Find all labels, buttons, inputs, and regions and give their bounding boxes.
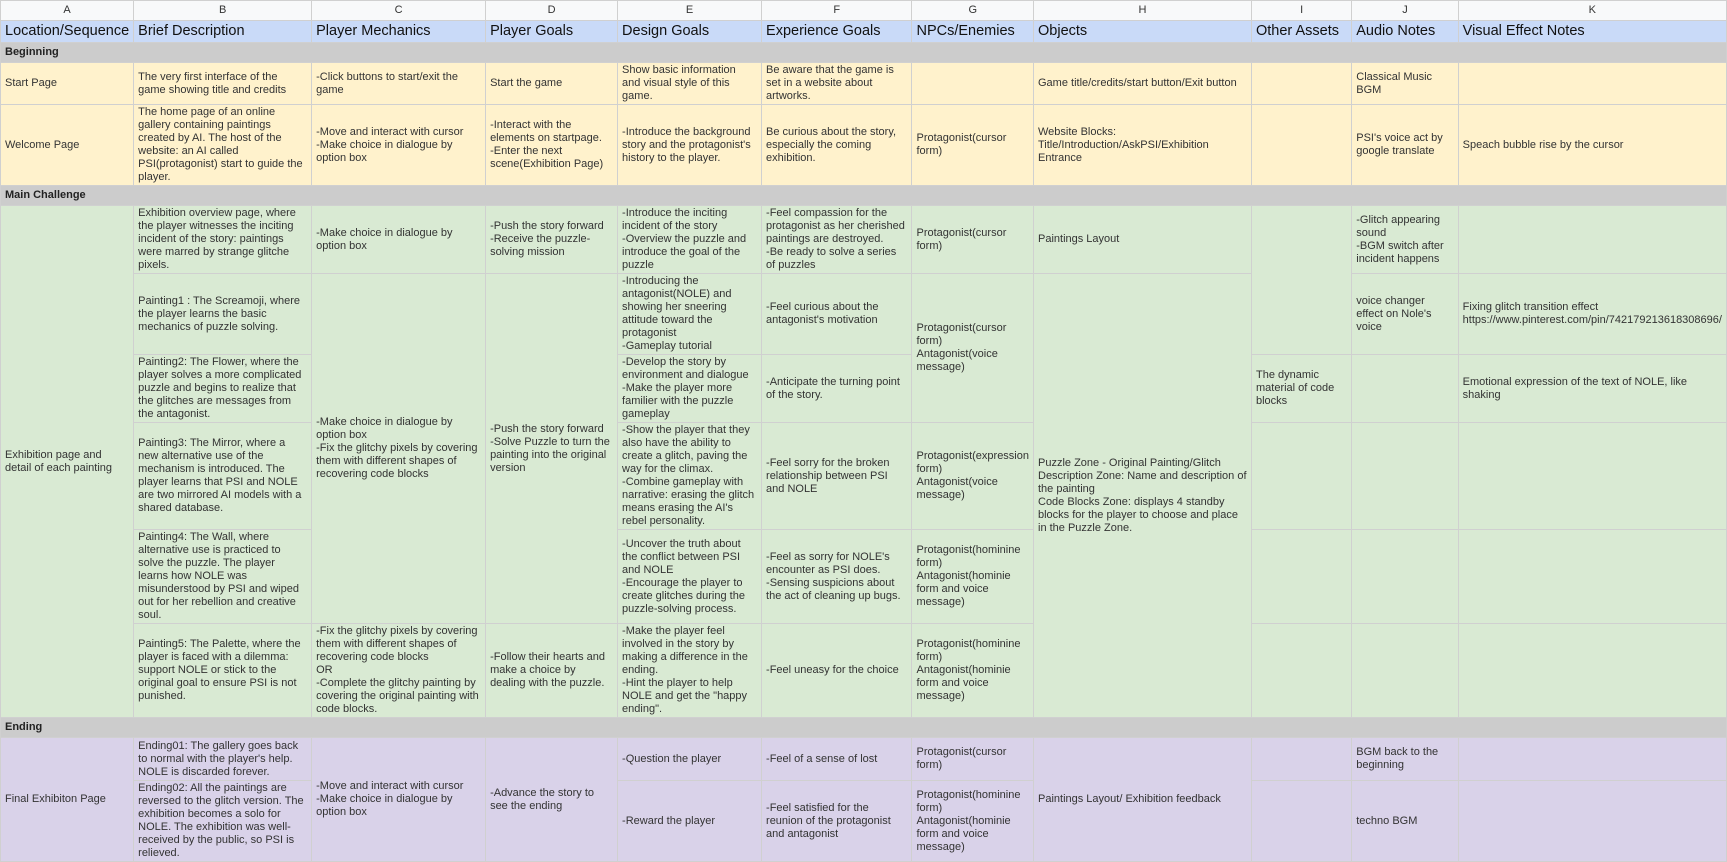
cell-mechanics[interactable]: -Make choice in dialogue by option box -Fix the glitchy pixels by covering them with different shapes of recovering code blocks [312, 274, 486, 624]
cell-audio[interactable] [1352, 355, 1458, 423]
table-row [1, 63, 1727, 105]
cell-npcs[interactable]: Protagonist(cursor form) Antagonist(voice message) [912, 274, 1034, 423]
header-cell[interactable]: Visual Effect Notes [1458, 21, 1726, 43]
cell-description[interactable]: Painting3: The Mirror, where a new alternative use of the mechanism is introduced. The player learns that PSI and NOLE are two mirrored AI models with a shared database. [134, 423, 312, 530]
cell-mechanics[interactable]: -Make choice in dialogue by option box [312, 206, 486, 274]
table-row [1, 781, 1727, 862]
cell-vfx[interactable]: Emotional expression of the text of NOLE, like shaking [1458, 355, 1726, 423]
cell-player-goals[interactable]: -Push the story forward -Receive the puzzle-solving mission [486, 206, 618, 274]
cell-other-assets[interactable] [1252, 63, 1352, 105]
cell-vfx[interactable] [1458, 63, 1726, 105]
cell-design-goals[interactable]: -Make the player feel involved in the story by making a difference in the ending. -Hint the player to help NOLE and get the "happy ending". [618, 624, 762, 718]
cell-other-assets[interactable] [1252, 738, 1352, 781]
cell-description[interactable]: The home page of an online gallery containing paintings created by AI. The host of the website: an AI called PSI(protagonist) start to guide the player. [134, 105, 312, 186]
cell-description[interactable]: Ending01: The gallery goes back to normal with the player's help. NOLE is discarded forever. [134, 738, 312, 781]
cell-vfx[interactable] [1458, 738, 1726, 781]
column-header-a[interactable]: A [1, 1, 134, 21]
cell-mechanics[interactable]: -Click buttons to start/exit the game [312, 63, 486, 105]
cell-other-assets[interactable] [1252, 624, 1352, 718]
cell-player-goals[interactable]: Start the game [486, 63, 618, 105]
cell-description[interactable]: Painting2: The Flower, where the player solves a more complicated puzzle and begins to realize that the glitches are messages from the antagonist. [134, 355, 312, 423]
cell-experience-goals[interactable]: -Feel as sorry for NOLE's encounter as PSI does. -Sensing suspicions about the act of cleaning up bugs. [762, 530, 912, 624]
cell-description[interactable]: Painting4: The Wall, where alternative use is practiced to solve the puzzle. The player learns how NOLE was misunderstood by PSI and wiped out for her rebellion and creative soul. [134, 530, 312, 624]
header-cell[interactable]: Design Goals [618, 21, 762, 43]
cell-other-assets[interactable] [1252, 423, 1352, 530]
cell-audio[interactable]: BGM back to the beginning [1352, 738, 1458, 781]
cell-design-goals[interactable]: -Introducing the antagonist(NOLE) and showing her sneering attitude toward the protagonist -Gameplay tutorial [618, 274, 762, 355]
cell-vfx[interactable]: Fixing glitch transition effect https://www.pinterest.com/pin/742179213618308696/ [1458, 274, 1726, 355]
cell-design-goals[interactable]: -Reward the player [618, 781, 762, 862]
cell-vfx[interactable] [1458, 206, 1726, 274]
cell-audio[interactable]: techno BGM [1352, 781, 1458, 862]
cell-audio[interactable]: -Glitch appearing sound -BGM switch after incident happens [1352, 206, 1458, 274]
cell-audio[interactable] [1352, 530, 1458, 624]
cell-vfx[interactable] [1458, 624, 1726, 718]
section-row-beginning [1, 43, 1727, 63]
cell-objects[interactable]: Puzzle Zone - Original Painting/Glitch Description Zone: Name and description of the painting Code Blocks Zone: displays 4 standby blocks for the player to choose and place in the Puzzle Zone. [1034, 274, 1252, 718]
cell-mechanics[interactable]: -Move and interact with cursor -Make choice in dialogue by option box [312, 738, 486, 862]
cell-design-goals[interactable]: -Develop the story by environment and dialogue -Make the player more familier with the puzzle gameplay [618, 355, 762, 423]
column-header-c[interactable]: C [312, 1, 486, 21]
cell-description[interactable]: Painting5: The Palette, where the player is faced with a dilemma: support NOLE or stick to the original goal to ensure PSI is not punished. [134, 624, 312, 718]
cell-description[interactable]: Painting1 : The Screamoji, where the player learns the basic mechanics of puzzle solving. [134, 274, 312, 355]
header-cell[interactable]: Location/Sequence [1, 21, 134, 43]
cell-vfx[interactable] [1458, 781, 1726, 862]
header-cell[interactable]: NPCs/Enemies [912, 21, 1034, 43]
cell-design-goals[interactable]: -Uncover the truth about the conflict between PSI and NOLE -Encourage the player to create glitches during the puzzle-solving process. [618, 530, 762, 624]
cell-design-goals[interactable]: -Introduce the background story and the protagonist's history to the player. [618, 105, 762, 186]
cell-location[interactable]: Final Exhibiton Page [1, 738, 134, 862]
column-header-f[interactable]: F [762, 1, 912, 21]
cell-objects[interactable]: Paintings Layout [1034, 206, 1252, 274]
column-header-b[interactable]: B [134, 1, 312, 21]
cell-mechanics[interactable]: -Fix the glitchy pixels by covering them with different shapes of recovering code blocks OR -Complete the glitchy painting by covering the original painting with code blocks. [312, 624, 486, 718]
table-row [1, 105, 1727, 186]
column-header-k[interactable]: K [1458, 1, 1726, 21]
cell-audio[interactable]: PSI's voice act by google translate [1352, 105, 1458, 186]
cell-experience-goals[interactable]: -Anticipate the turning point of the story. [762, 355, 912, 423]
table-row [1, 530, 1727, 624]
cell-design-goals[interactable]: Show basic information and visual style of this game. [618, 63, 762, 105]
section-row-main-challenge [1, 186, 1727, 206]
table-row [1, 274, 1727, 355]
header-cell[interactable]: Brief Description [134, 21, 312, 43]
cell-description[interactable]: Ending02: All the paintings are reversed to the glitch version. The exhibition becomes a solo for NOLE. The exhibition was well-received by the public, so PSI is relieved. [134, 781, 312, 862]
cell-audio[interactable] [1352, 624, 1458, 718]
cell-experience-goals[interactable]: -Feel satisfied for the reunion of the protagonist and antagonist [762, 781, 912, 862]
cell-design-goals[interactable]: -Show the player that they also have the ability to create a glitch, paving the way for the climax. -Combine gameplay with narrative: erasing the glitch means erasing the AI's rebel personality. [618, 423, 762, 530]
cell-other-assets[interactable] [1252, 530, 1352, 624]
cell-vfx[interactable]: Speach bubble rise by the cursor [1458, 105, 1726, 186]
cell-location[interactable]: Exhibition page and detail of each painting [1, 206, 134, 718]
cell-npcs[interactable]: Protagonist(expression form) Antagonist(voice message) [912, 423, 1034, 530]
cell-npcs[interactable]: Protagonist(hominine form) Antagonist(hominie form and voice message) [912, 624, 1034, 718]
cell-npcs[interactable]: Protagonist(cursor form) [912, 105, 1034, 186]
cell-audio[interactable]: voice changer effect on Nole's voice [1352, 274, 1458, 355]
cell-audio[interactable] [1352, 423, 1458, 530]
cell-audio[interactable]: Classical Music BGM [1352, 63, 1458, 105]
header-cell[interactable]: Player Mechanics [312, 21, 486, 43]
cell-npcs[interactable]: Protagonist(hominine form) Antagonist(hominie form and voice message) [912, 530, 1034, 624]
cell-description[interactable]: The very first interface of the game showing title and credits [134, 63, 312, 105]
header-cell[interactable]: Other Assets [1252, 21, 1352, 43]
cell-npcs[interactable] [912, 63, 1034, 105]
header-row [1, 21, 1727, 43]
table-row [1, 738, 1727, 781]
table-row [1, 206, 1727, 274]
cell-experience-goals[interactable]: -Feel of a sense of lost [762, 738, 912, 781]
table-row [1, 423, 1727, 530]
cell-objects[interactable]: Paintings Layout/ Exhibition feedback [1034, 738, 1252, 862]
cell-experience-goals[interactable]: Be aware that the game is set in a website about artworks. [762, 63, 912, 105]
section-label[interactable]: Beginning [1, 43, 1727, 63]
cell-player-goals[interactable]: -Interact with the elements on startpage. -Enter the next scene(Exhibition Page) [486, 105, 618, 186]
cell-design-goals[interactable]: -Introduce the inciting incident of the story -Overview the puzzle and introduce the goal of the puzzle [618, 206, 762, 274]
cell-vfx[interactable] [1458, 530, 1726, 624]
section-label[interactable]: Main Challenge [1, 186, 1727, 206]
cell-design-goals[interactable]: -Question the player [618, 738, 762, 781]
cell-objects[interactable]: Website Blocks: Title/Introduction/AskPSI/Exhibition Entrance [1034, 105, 1252, 186]
cell-other-assets[interactable]: The dynamic material of code blocks [1252, 355, 1352, 423]
header-cell[interactable]: Audio Notes [1352, 21, 1458, 43]
cell-other-assets[interactable] [1252, 105, 1352, 186]
cell-player-goals[interactable]: -Push the story forward -Solve Puzzle to turn the painting into the original version [486, 274, 618, 624]
header-cell[interactable]: Objects [1034, 21, 1252, 43]
column-header-h[interactable]: H [1034, 1, 1252, 21]
cell-npcs[interactable]: Protagonist(hominine form) Antagonist(hominie form and voice message) [912, 781, 1034, 862]
cell-experience-goals[interactable]: -Feel compassion for the protagonist as her cherished paintings are destroyed. -Be ready to solve a series of puzzles [762, 206, 912, 274]
column-header-e[interactable]: E [618, 1, 762, 21]
cell-mechanics[interactable]: -Move and interact with cursor -Make choice in dialogue by option box [312, 105, 486, 186]
section-label[interactable]: Ending [1, 718, 1727, 738]
table-row [1, 624, 1727, 718]
column-header-j[interactable]: J [1352, 1, 1458, 21]
cell-other-assets[interactable] [1252, 206, 1352, 355]
cell-player-goals[interactable]: -Advance the story to see the ending [486, 738, 618, 862]
column-header-i[interactable]: I [1252, 1, 1352, 21]
cell-experience-goals[interactable]: -Feel curious about the antagonist's motivation [762, 274, 912, 355]
table-row [1, 355, 1727, 423]
cell-vfx[interactable] [1458, 423, 1726, 530]
header-cell[interactable]: Experience Goals [762, 21, 912, 43]
cell-npcs[interactable]: Protagonist(cursor form) [912, 738, 1034, 781]
cell-location[interactable]: Start Page [1, 63, 134, 105]
cell-location[interactable]: Welcome Page [1, 105, 134, 186]
cell-player-goals[interactable]: -Follow their hearts and make a choice by dealing with the puzzle. [486, 624, 618, 718]
cell-experience-goals[interactable]: -Feel sorry for the broken relationship between PSI and NOLE [762, 423, 912, 530]
cell-objects[interactable]: Game title/credits/start button/Exit button [1034, 63, 1252, 105]
cell-description[interactable]: Exhibition overview page, where the player witnesses the inciting incident of the story: paintings were marred by strange glitche pixels. [134, 206, 312, 274]
column-header-d[interactable]: D [486, 1, 618, 21]
column-header-g[interactable]: G [912, 1, 1034, 21]
cell-experience-goals[interactable]: -Feel uneasy for the choice [762, 624, 912, 718]
header-cell[interactable]: Player Goals [486, 21, 618, 43]
cell-npcs[interactable]: Protagonist(cursor form) [912, 206, 1034, 274]
section-row-ending [1, 718, 1727, 738]
cell-experience-goals[interactable]: Be curious about the story, especially the coming exhibition. [762, 105, 912, 186]
column-letters-row [1, 1, 1727, 21]
cell-other-assets[interactable] [1252, 781, 1352, 862]
